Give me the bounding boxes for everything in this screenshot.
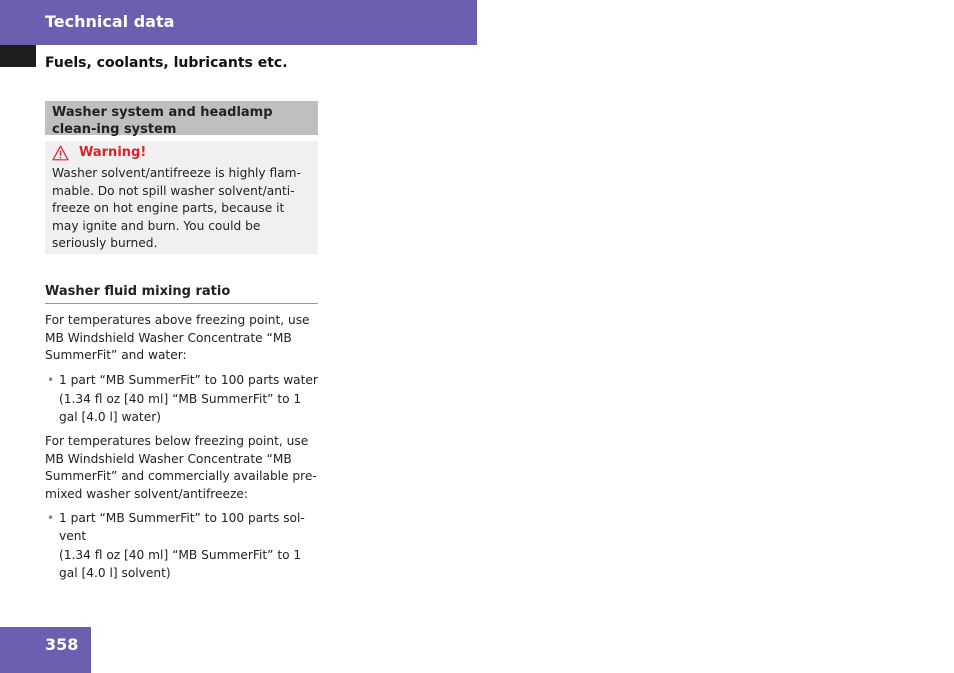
header-bar <box>0 0 477 45</box>
below-freezing-ratio: 1 part “MB SummerFit” to 100 parts sol-vent <box>59 511 305 543</box>
bullet-icon: • <box>47 511 55 525</box>
warning-triangle-icon <box>52 145 69 161</box>
warning-header <box>52 144 312 162</box>
bullet-icon: • <box>47 372 55 387</box>
warning-text: Washer solvent/antifreeze is highly flam-mable. Do not spill washer solvent/anti-freeze on hot engine parts, because it may ignite and burn. You could be seriously burned. <box>52 166 301 250</box>
list-item-body <box>59 372 318 427</box>
chapter-tab-marker <box>0 45 36 67</box>
mixing-ratio-heading: Washer fluid mixing ratio <box>45 284 318 304</box>
list-item <box>45 510 318 582</box>
section-title: Fuels, coolants, lubricants etc. <box>45 55 288 71</box>
subsection-title: Washer system and headlamp clean-ing system <box>52 105 273 137</box>
page-number-box <box>0 627 91 673</box>
subsection-bar <box>45 101 318 135</box>
warning-box <box>45 141 318 254</box>
list-item-body <box>59 510 318 582</box>
above-freezing-ratio: 1 part “MB SummerFit” to 100 parts water <box>59 372 318 387</box>
below-freezing-text: For temperatures below freezing point, use MB Windshield Washer Concentrate “MB SummerFit” and commercially available pre-mixed washer solvent/antifreeze: <box>45 434 317 501</box>
header-title: Technical data <box>45 12 175 31</box>
list-item <box>45 372 318 427</box>
above-freezing-text: For temperatures above freezing point, use MB Windshield Washer Concentrate “MB SummerFit” and water: <box>45 313 310 362</box>
content-column <box>45 101 318 582</box>
page-number: 358 <box>45 635 79 654</box>
above-freezing-ratio-detail: (1.34 fl oz [40 ml] “MB SummerFit” to 1 gal [4.0 l] water) <box>59 392 302 424</box>
below-freezing-ratio-detail: (1.34 fl oz [40 ml] “MB SummerFit” to 1 gal [4.0 l] solvent) <box>59 548 302 580</box>
warning-label: Warning! <box>79 145 147 160</box>
